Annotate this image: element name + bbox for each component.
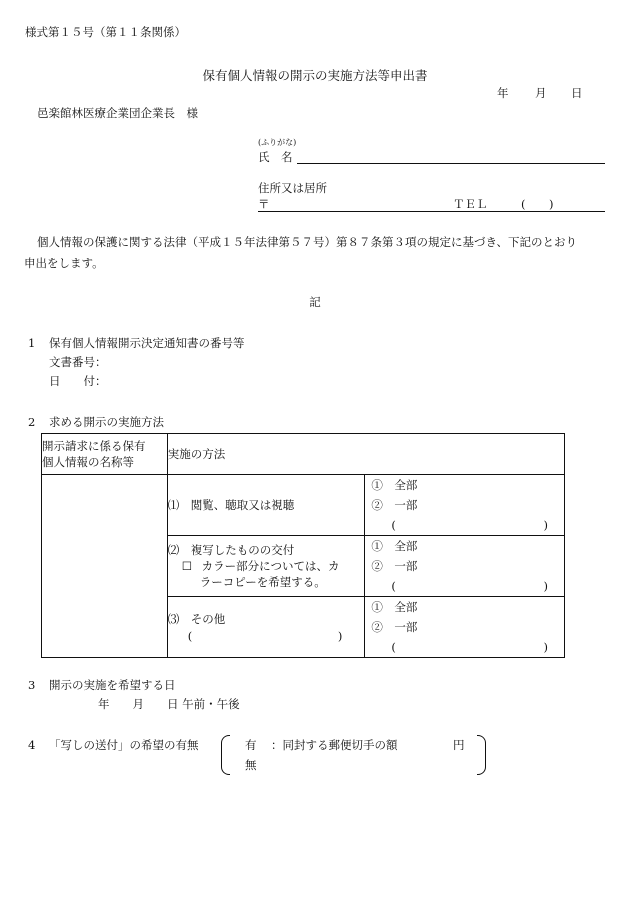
address-field[interactable] [258,211,605,212]
option-all[interactable]: ① 全部 [371,478,418,492]
paren-open: ( [391,579,396,593]
paren-open: ( [187,629,193,643]
yes-detail: ：同封する郵便切手の額 [271,738,398,752]
date-year: 年 [497,86,509,100]
checkbox-icon[interactable]: ☐ [181,559,193,573]
tel-paren-open: ( [521,197,526,211]
option-all[interactable]: ① 全部 [371,539,418,553]
option-all[interactable]: ① 全部 [371,600,418,614]
form-number: 様式第１５号（第１１条関係） [25,25,186,39]
yes-label: 有 [245,738,257,752]
ki-mark: 記 [309,295,321,309]
section4-title: 「写しの送付」の希望の有無 [49,738,199,752]
notice-date-label: 日 付： [49,374,107,388]
date-month: 月 [535,86,547,100]
section1-title: 保有個人情報開示決定通知書の番号等 [49,336,245,350]
method-copy [167,536,365,597]
part-detail-field[interactable] [365,637,564,657]
header-info-line2: 個人情報の名称等 [42,455,134,469]
info-name-field[interactable] [42,475,168,658]
paren-close: ) [543,640,548,654]
right-brace [477,735,486,775]
date-day: 日 [571,86,583,100]
method-other-label: ⑶ その他 [167,612,226,626]
part-detail-field[interactable] [365,576,564,596]
method-table [41,433,565,658]
paren-open: ( [391,518,396,532]
method-view: ⑴ 閲覧、聴取又は視聴 [167,475,365,536]
paren-close: ) [543,579,548,593]
address-label: 住所又は居所 [258,181,327,195]
method-copy-line1: ⑵ 複写したものの交付 [167,543,295,557]
paren-open: ( [391,640,396,654]
section4-number: 4 [28,738,36,752]
part-detail-field[interactable] [365,515,564,535]
name-field[interactable] [297,163,605,164]
tel-paren-close: ) [549,197,554,211]
mail-copy-no-option[interactable]: 無 [245,758,257,772]
table-header-info-name [42,434,168,475]
options-view [365,475,565,536]
furigana-label: (ふりがな) [258,138,297,147]
other-detail-field[interactable] [168,627,365,643]
yen-label: 円 [453,738,465,752]
paren-close: ) [337,629,343,643]
addressee: 邑楽館林医療企業団企業長 様 [37,106,198,120]
intro-text-line2: 申出をします。 [24,256,104,270]
method-copy-line2: カラー部分については、カ [201,559,340,573]
option-part[interactable]: ② 一部 [371,559,418,573]
section3-title: 開示の実施を希望する日 [49,678,176,692]
table-header-method: 実施の方法 [167,434,564,475]
options-copy [365,536,565,597]
paren-close: ) [543,518,548,532]
document-title: 保有個人情報の開示の実施方法等申出書 [202,68,428,83]
options-other [365,597,565,658]
section3-number: 3 [28,678,36,692]
name-label: 氏 名 [258,150,293,164]
left-brace [221,735,230,775]
method-copy-line3: ラーコピーを希望する。 [199,575,326,589]
intro-text-line1: 個人情報の保護に関する法律（平成１５年法律第５７号）第８７条第３項の規定に基づき、下記のとおり [37,235,578,249]
option-part[interactable]: ② 一部 [371,498,418,512]
header-info-line1: 開示請求に係る保有 [42,439,146,453]
section2-title: 求める開示の実施方法 [49,415,164,429]
color-copy-option[interactable] [168,558,365,574]
desired-date-field[interactable]: 年 月 日 午前・午後 [98,697,240,711]
section1-number: 1 [28,336,36,350]
doc-number-label: 文書番号： [49,355,107,369]
method-other [167,597,365,658]
section2-number: 2 [28,415,36,429]
postal-mark: 〒 [258,197,270,211]
tel-label: ＴＥＬ [453,197,488,211]
option-part[interactable]: ② 一部 [371,620,418,634]
